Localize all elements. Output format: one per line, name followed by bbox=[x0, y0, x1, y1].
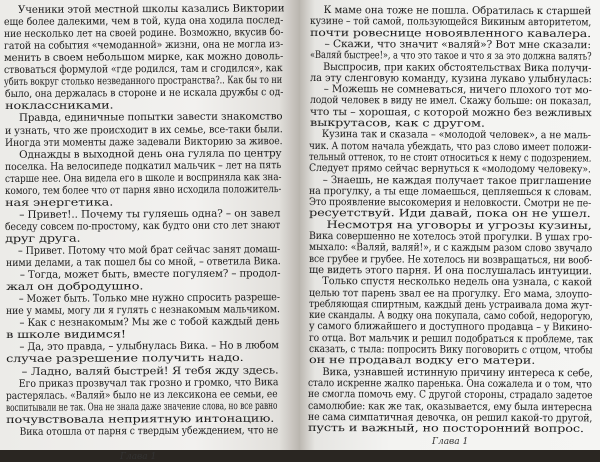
text-line: Иногда эти моменты даже задевали Викторию за живое. bbox=[4, 134, 283, 149]
text-line: кузине – той самой, пользующейся Викиным авторитетом, bbox=[309, 15, 592, 29]
text-line: сказать, с тыла: попросить Вику поговорить с отцом, чтобы bbox=[308, 343, 593, 357]
text-line: гатой на события «чемоданной» жизни, она не могла из- bbox=[4, 38, 284, 53]
text-line: старше нее. Она видела его в школе и восприняла как зна- bbox=[5, 170, 282, 185]
text-line: не смогла помочь ему. С другой стороны, страдало задетое bbox=[308, 388, 593, 402]
text-line: Правда, единичные попытки завести знакомство bbox=[18, 110, 283, 125]
text-line: Его приказ прозвучал так грозно и громко, что Вика bbox=[18, 375, 279, 390]
text-line: воспитывали не так. Она не знала даже значение слова, но все равно bbox=[6, 399, 278, 414]
text-line: – Как с незнакомым? Мы же с тобой каждый день bbox=[19, 315, 280, 330]
text-line: было, она держалась в стороне и не искала дружбы с од- bbox=[4, 86, 283, 101]
text-line: тельный оттенок, то не стоит относиться к нему с подозрением. bbox=[309, 150, 592, 165]
text-line: комого, тем более что от парня явно исходила положитель- bbox=[5, 182, 282, 197]
text-line: мыхало: «Валяй, валяй!», и с каждым разом слово звучало bbox=[308, 241, 593, 255]
text-line: чик. А потом начала убеждать, что раз слово имеет положи- bbox=[309, 139, 592, 154]
right-page bbox=[300, 0, 600, 450]
text-line: друг друга. bbox=[5, 232, 81, 245]
text-line: Следует прямо сейчас вернуться к «молодому человеку». bbox=[309, 162, 592, 176]
text-line: – Привет. Потому что мой брат сейчас занят домаш- bbox=[18, 243, 281, 257]
text-line: Однажды в выходной день она гуляла по центру bbox=[18, 146, 282, 161]
text-line: почти ровеснице новоявленного кавалера. bbox=[309, 26, 591, 40]
text-line: Вика совершенно не хотелось этой прогулки. В ушах гро- bbox=[309, 230, 593, 244]
text-line: кие скандалы. А водку она покупала, само собой, недорогую, bbox=[308, 309, 593, 323]
text-line: ноклассниками. bbox=[4, 99, 114, 113]
text-line: самолюбие: как же так, оказывается, ему была интересна bbox=[308, 399, 593, 413]
text-line: жал он добродушно. bbox=[5, 280, 144, 294]
text-line: стало искренне жалко паренька. Она сожалела и о том, что bbox=[308, 376, 593, 391]
text-line: ла эту сленговую команду, кузина лукаво улыбнулась: bbox=[309, 71, 592, 86]
text-line: Выспросив, при каких обстоятельствах Вика получи- bbox=[322, 60, 592, 74]
text-line: Это проявление высокомерия и неловкости. Смотри не пе- bbox=[309, 196, 592, 210]
text-line: еще более далекими, чем в той, куда она ходила послед- bbox=[4, 14, 284, 29]
text-line: К маме она тоже не пошла. Обратилась к старшей bbox=[323, 4, 592, 18]
text-line: «Валяй быстрее!», а что это такое и что я за это должна валять? bbox=[309, 49, 592, 63]
text-line: – Знаешь, не каждая получает такое приглашение bbox=[323, 173, 592, 187]
text-line: в школе видимся! bbox=[5, 328, 126, 342]
text-line: он не продавал водку его матери. bbox=[308, 354, 535, 368]
text-line: требляющая спиртным, каждый день устраивала дома жут- bbox=[308, 297, 592, 312]
text-line: Кузина так и сказала – «молодой человек», а не маль- bbox=[322, 128, 592, 142]
text-line: растерялась. «Валяй» было не из лексикона ее семьи, ее bbox=[6, 387, 278, 402]
text-line: убить вокруг столько незведанного пространства?.. Как бы то ни bbox=[4, 74, 283, 89]
text-line: – Может быть. Только мне нужно спросить разреше- bbox=[18, 291, 280, 306]
text-line: почувствовала неприятную интонацию. bbox=[6, 412, 275, 426]
text-line: не сама симпатичная девочка, он решил какой-то другой, bbox=[308, 410, 593, 425]
text-line: случае разрешение получить надо. bbox=[6, 352, 244, 366]
text-line: выкрутасов, как с другом. bbox=[309, 117, 485, 130]
text-line: – Можешь не сомневаться, ничего плохого тот мо- bbox=[323, 83, 592, 97]
text-line: Вика отошла от парня с твердым убеждением, что не bbox=[19, 423, 278, 438]
text-line: пусть и важный, но посторонний вопрос. bbox=[308, 422, 585, 436]
text-line: Вика, узнавшей истинную причину интереса к себе, bbox=[321, 365, 593, 379]
text-line: что ты – хорошая, с которой можно без вежливых bbox=[309, 105, 592, 119]
text-line: беседу совсем по-простому, как будто они сто лет знают bbox=[5, 219, 281, 233]
text-line: – Скажи, что значит «валяй»? Вот мне сказали: bbox=[324, 37, 591, 52]
text-line: Несмотря на уговоры и угрозы кузины, bbox=[326, 218, 592, 232]
text-line: менить в своем небольшом мирке, как можно доволь- bbox=[4, 50, 284, 65]
text-line: все грубее и грубее. Не хотелось ни возвращаться, ни вооб- bbox=[308, 252, 593, 266]
text-line: на прогулку, а ты еще ломаешься, цепляешься к словам. bbox=[309, 184, 592, 199]
text-line: го отца. Вот мальчик и решил подобраться к проблеме, так bbox=[308, 331, 593, 346]
text-line: целью тот парень звал ее на прогулку. Его мама, злоупо- bbox=[308, 286, 593, 300]
text-line: ресуетствуй. Иди давай, пока он не ушел. bbox=[309, 207, 591, 221]
text-line: у самого ближайшего и доступного продавца – у Викино- bbox=[308, 320, 592, 334]
page-footer: Глава 1 bbox=[120, 452, 157, 462]
text-line: поселка. На велосипеде подкатил мальчик – лет на пять bbox=[4, 158, 282, 173]
text-line: ствоваться формулой «где родился, там и сгодился», как bbox=[4, 62, 283, 77]
text-line: ние у мамы, могу ли я гулять с незнакомым мальчиком. bbox=[5, 303, 280, 318]
text-line: и узнать, что же происходит в их семье, все-таки были. bbox=[4, 122, 283, 137]
text-line: Ученики этой местной школы казались Виктории bbox=[17, 2, 285, 16]
page-footer: Глава 1 bbox=[432, 437, 469, 447]
text-line: ними делами, а так пошел бы со мной, – ответила Вика. bbox=[5, 255, 281, 270]
text-line: – Тогда, может быть, вместе погуляем? – продол- bbox=[19, 267, 281, 282]
text-line: лодой человек в виду не имел. Скажу больше: он показал, bbox=[309, 94, 592, 108]
text-line: ная энергетика. bbox=[5, 196, 114, 209]
text-line: – Привет!.. Почему ты гуляешь одна? – он завел bbox=[19, 207, 281, 221]
text-line: – Ладно, валяй быстрей! Я тебя жду здесь. bbox=[21, 364, 279, 378]
text-line: Только спустя несколько недель она узнала, с какой bbox=[322, 275, 592, 289]
text-line: ние несколько лет на своей родине. Возможно, вкусив бо- bbox=[4, 26, 284, 41]
text-line: ще видеть этого парня. И она послушалась интуиции. bbox=[308, 263, 592, 278]
text-line: – Да, это правда, – улыбнулась Вика. – Но в любом bbox=[19, 339, 279, 354]
